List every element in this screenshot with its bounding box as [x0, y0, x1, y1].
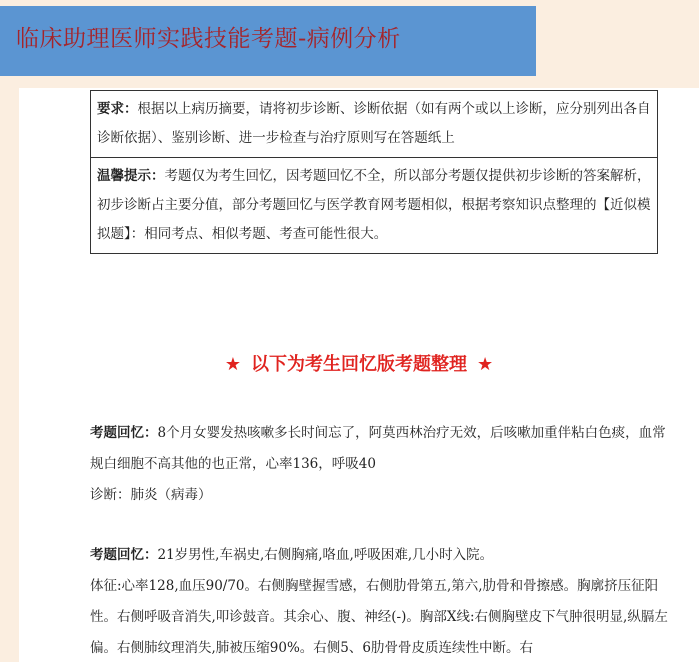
question-body: 21岁男性,车祸史,右侧胸痛,咯血,呼吸困难,几小时入院。 [157, 547, 494, 563]
banner-text: 以下为考生回忆版考题整理 [251, 354, 467, 375]
tip-cell [91, 157, 657, 253]
requirements-cell [91, 91, 657, 157]
requirements-box [90, 90, 658, 254]
section-banner [19, 350, 699, 376]
star-icon: ★ [477, 354, 494, 375]
question-text [90, 540, 670, 571]
star-icon: ★ [224, 354, 241, 375]
question-body: 8个月女婴发热咳嗽多长时间忘了，阿莫西林治疗无效，后咳嗽加重伴粘白色痰，血常规白细胞不高其他的也正常，心率136，呼吸40 [90, 425, 666, 472]
question-label: 考题回忆： [90, 425, 158, 441]
question-block-1 [90, 418, 670, 511]
question-text [90, 418, 670, 480]
page-title: 临床助理医师实践技能考题-病例分析 [16, 26, 401, 52]
diagnosis-text: 诊断：肺炎（病毒） [90, 487, 212, 503]
tip-text: 考题仅为考生回忆，因考题回忆不全，所以部分考题仅提供初步诊断的答案解析，初步诊断占主要分值，部分考题回忆与医学教育网考题相似，根据考察知识点整理的【近似模拟题】：相同考点、相似考题、考查可能性很大。 [97, 168, 651, 242]
question-label: 考题回忆： [90, 547, 158, 563]
question-block-2 [90, 540, 670, 662]
requirements-label: 要求： [97, 101, 138, 117]
header-bar [0, 6, 536, 76]
article-body [19, 88, 699, 662]
requirements-text: 根据以上病历摘要，请将初步诊断、诊断依据（如有两个或以上诊断，应分别列出各自诊断依据）、鉴别诊断、进一步检查与治疗原则写在答题纸上 [97, 101, 651, 146]
exam-findings-text: 体征:心率128,血压90/70。右侧胸壁握雪感，右侧肋骨第五,第六,肋骨和骨擦感。胸廓挤压征阳性。右侧呼吸音消失,叩诊鼓音。其余心、腹、神经(-)。胸部X线:右侧胸壁皮下气肿很明显,纵膈左偏。右侧肺纹理消失,肺被压缩90%。右侧5、6肋骨骨皮质连续性中断。右 [90, 578, 668, 656]
tip-label: 温馨提示： [97, 168, 165, 184]
